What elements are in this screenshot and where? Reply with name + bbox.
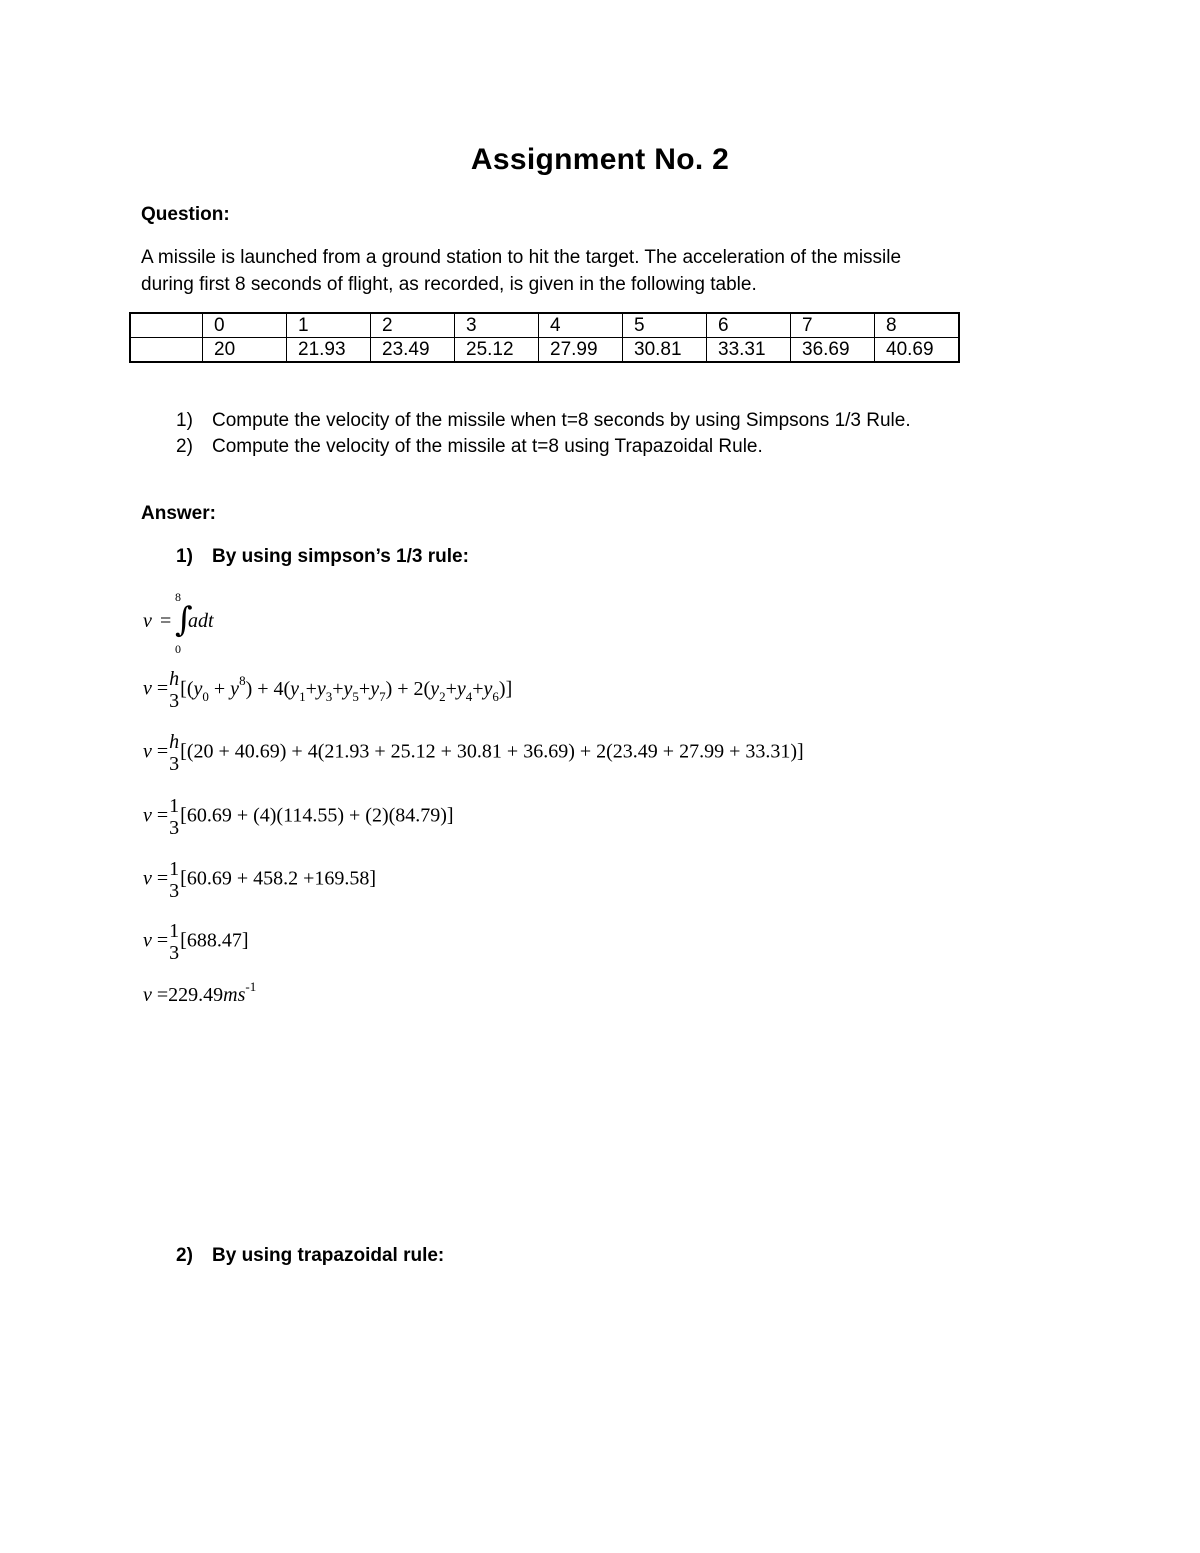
fraction-h-over-3 [169, 731, 179, 775]
part2-title: By using trapazoidal rule: [212, 1245, 445, 1266]
page-title: Assignment No. 2 [470, 143, 730, 176]
equation-body: [(20 + 40.69) + 4(21.93 + 25.12 + 30.81 + 36.69) + 2(23.49 + 27.99 + 33.31)] [180, 740, 804, 763]
table-cell: 21.93 [287, 338, 371, 363]
task-text: Compute the velocity of the missile when t=8 seconds by using Simpsons 1/3 Rule. [212, 410, 911, 431]
numerator: 1 [169, 858, 180, 880]
table-row-label [130, 338, 203, 363]
table-cell: 3 [455, 313, 539, 338]
equation-substituted [143, 731, 804, 775]
table-cell: 30.81 [623, 338, 707, 363]
equation-result [143, 979, 257, 1007]
table-row [130, 313, 959, 338]
part2-number: 2) [176, 1245, 193, 1266]
table-cell: 7 [791, 313, 875, 338]
denominator: 3 [169, 817, 180, 839]
answer-heading: Answer: [141, 503, 216, 524]
integral-icon: ∫ [175, 600, 193, 640]
velocity-symbol: v [143, 867, 152, 890]
integral-upper-limit: 8 [175, 590, 181, 604]
table-cell: 20 [203, 338, 287, 363]
table-cell: 2 [371, 313, 455, 338]
table-row-label [130, 313, 203, 338]
integrand: adt [188, 610, 214, 632]
numerator: 1 [169, 920, 180, 942]
question-heading: Question: [141, 204, 230, 225]
result-exponent: -1 [245, 979, 257, 994]
table-cell: 5 [623, 313, 707, 338]
equals-sign: = [156, 984, 169, 1006]
table-cell: 4 [539, 313, 623, 338]
fraction-1-over-3 [169, 920, 179, 964]
numerator: 1 [169, 795, 180, 817]
equation-integral [143, 588, 263, 658]
table-cell: 0 [203, 313, 287, 338]
denominator: 3 [169, 690, 180, 712]
question-line-1: A missile is launched from a ground station to hit the target. The acceleration of the missile [141, 247, 902, 268]
velocity-symbol: v [143, 677, 152, 700]
fraction-1-over-3 [169, 795, 179, 839]
acceleration-table [129, 312, 960, 363]
numerator: h [169, 731, 180, 753]
table-cell: 23.49 [371, 338, 455, 363]
velocity-symbol: v [143, 929, 152, 952]
equals-sign: = [156, 804, 169, 827]
velocity-symbol: v [143, 984, 152, 1006]
equation-body: [60.69 + 458.2 +169.58] [180, 867, 377, 890]
task-number: 1) [176, 410, 193, 431]
table-cell: 40.69 [875, 338, 960, 363]
velocity-symbol: v [143, 740, 152, 763]
denominator: 3 [169, 942, 180, 964]
equals-sign: = [160, 610, 172, 632]
equals-sign: = [156, 677, 169, 700]
table-row [130, 338, 959, 363]
velocity-symbol: v [143, 610, 152, 632]
task-text: Compute the velocity of the missile at t=8 using Trapazoidal Rule. [212, 436, 763, 457]
fraction-1-over-3 [169, 858, 179, 902]
table-cell: 36.69 [791, 338, 875, 363]
equals-sign: = [156, 929, 169, 952]
equation-simpson-formula [143, 668, 512, 712]
table-cell: 6 [707, 313, 791, 338]
velocity-symbol: v [143, 804, 152, 827]
equation-step-total [143, 920, 249, 964]
equals-sign: = [156, 740, 169, 763]
table-cell: 1 [287, 313, 371, 338]
task-number: 2) [176, 436, 193, 457]
equation-body: [60.69 + (4)(114.55) + (2)(84.79)] [180, 804, 454, 827]
equation-body: $[(y_0 + y^8) + 4(y_1+y_3+y_5+y_7) + 2(y_2+y_4+y_6)]$ [180, 672, 513, 704]
fraction-h-over-3 [169, 668, 179, 712]
integral-lower-limit: 0 [175, 642, 181, 656]
question-line-2: during first 8 seconds of flight, as recorded, is given in the following table. [141, 274, 757, 295]
equation-step-sums [143, 795, 454, 839]
result-value: 229.49 [168, 984, 224, 1006]
denominator: 3 [169, 753, 180, 775]
question-paragraph [141, 244, 901, 298]
denominator: 3 [169, 880, 180, 902]
equation-step-products [143, 858, 376, 902]
part1-number: 1) [176, 546, 193, 567]
numerator: h [169, 668, 180, 690]
part1-title: By using simpson’s 1/3 rule: [212, 546, 469, 567]
result-unit: ms [223, 984, 246, 1006]
equals-sign: = [156, 867, 169, 890]
table-cell: 33.31 [707, 338, 791, 363]
table-cell: 27.99 [539, 338, 623, 363]
table-cell: 25.12 [455, 338, 539, 363]
equation-body: [688.47] [180, 929, 249, 952]
table-cell: 8 [875, 313, 960, 338]
